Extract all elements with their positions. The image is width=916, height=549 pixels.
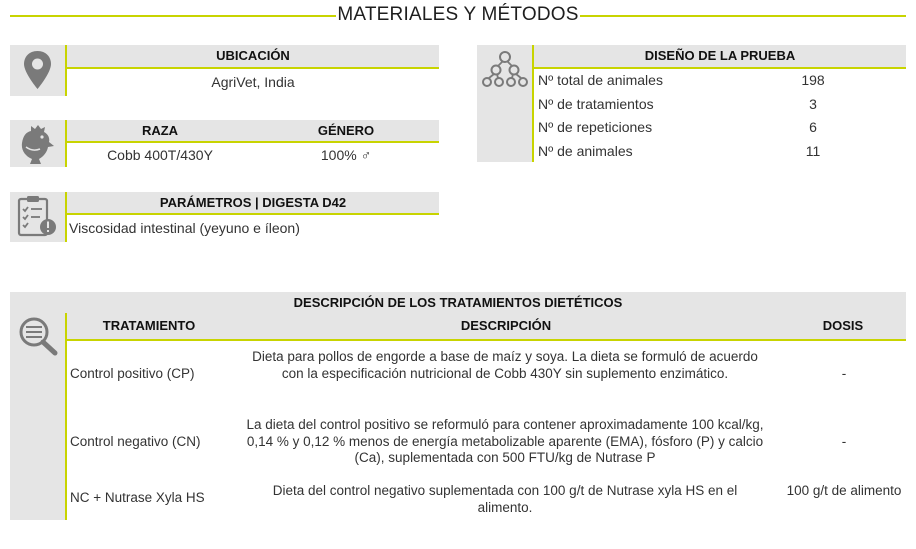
treatment-dose: - (841, 366, 847, 381)
col-dosis: DOSIS (822, 318, 864, 333)
treatment-description: Dieta para pollos de engorde a base de maíz y soya. La dieta se formuló de acuerdo con la especificación nutricional de Cobb 430Y sin suplemento enzimático. (252, 349, 758, 381)
ubicacion-value: AgriVet, India (211, 74, 295, 90)
diseno-row-value: 11 (805, 143, 821, 159)
col-tratamiento: TRATAMIENTO (102, 318, 196, 333)
diseno-row-label: Nº de repeticiones (538, 119, 653, 135)
diseno-icon-box (477, 45, 532, 162)
diseno-row-value: 6 (809, 119, 817, 135)
parametros-header: PARÁMETROS | DIGESTA D42 (67, 192, 439, 215)
raza-value: Cobb 400T/430Y (107, 147, 213, 163)
chicken-icon (10, 120, 65, 167)
clipboard-alert-icon (10, 192, 65, 242)
diseno-header: DISEÑO DE LA PRUEBA (534, 45, 906, 69)
treatment-description: La dieta del control positivo se reformuló para contener aproximadamente 100 kcal/kg, 0,14 % y 0,12 % menos de energía metabolizable aparente (EMA), fósforo (P) y calcio (Ca), suplementada con 500 FTU/kg de Nutrase P (246, 417, 764, 465)
parametros-icon-box (10, 192, 65, 242)
raza-header (67, 120, 439, 143)
treatment-name: Control positivo (CP) (70, 366, 195, 381)
parametros-divider (65, 192, 67, 242)
treatment-dose: - (841, 434, 847, 449)
treatment-name: NC + Nutrase Xyla HS (70, 490, 205, 505)
genero-label: GÉNERO (317, 123, 375, 138)
ubicacion-header: UBICACIÓN (67, 45, 439, 69)
ubicacion-icon-box (10, 45, 65, 96)
treatment-name: Control negativo (CN) (70, 434, 201, 449)
tratamientos-icon-box (10, 313, 65, 520)
col-descripcion: DESCRIPCIÓN (460, 318, 552, 333)
hierarchy-icon (477, 45, 532, 95)
treatment-description: Dieta del control negativo suplementada con 100 g/t de Nutrase xyla HS en el alimento. (272, 483, 738, 515)
diseno-divider (532, 45, 534, 162)
raza-icon-box (10, 120, 65, 167)
tratamientos-divider (65, 313, 67, 520)
treatment-dose: 100 g/t de alimento (786, 483, 902, 498)
diseno-row-value: 198 (801, 72, 825, 88)
diseno-row-value: 3 (809, 96, 817, 112)
magnifier-icon (10, 313, 65, 358)
raza-label: RAZA (141, 123, 179, 138)
location-pin-icon (10, 45, 65, 96)
genero-value: 100% ♂ (320, 147, 372, 163)
diseno-row-label: Nº de tratamientos (538, 96, 654, 112)
diseno-row-label: Nº total de animales (538, 72, 663, 88)
tratamientos-header: DESCRIPCIÓN DE LOS TRATAMIENTOS DIETÉTICOS (10, 292, 906, 313)
tratamientos-column-header (67, 313, 906, 341)
diseno-row-label: Nº de animales (538, 143, 633, 159)
parametros-value: Viscosidad intestinal (yeyuno e íleon) (69, 220, 300, 236)
page-title: MATERIALES Y MÉTODOS (337, 4, 579, 25)
